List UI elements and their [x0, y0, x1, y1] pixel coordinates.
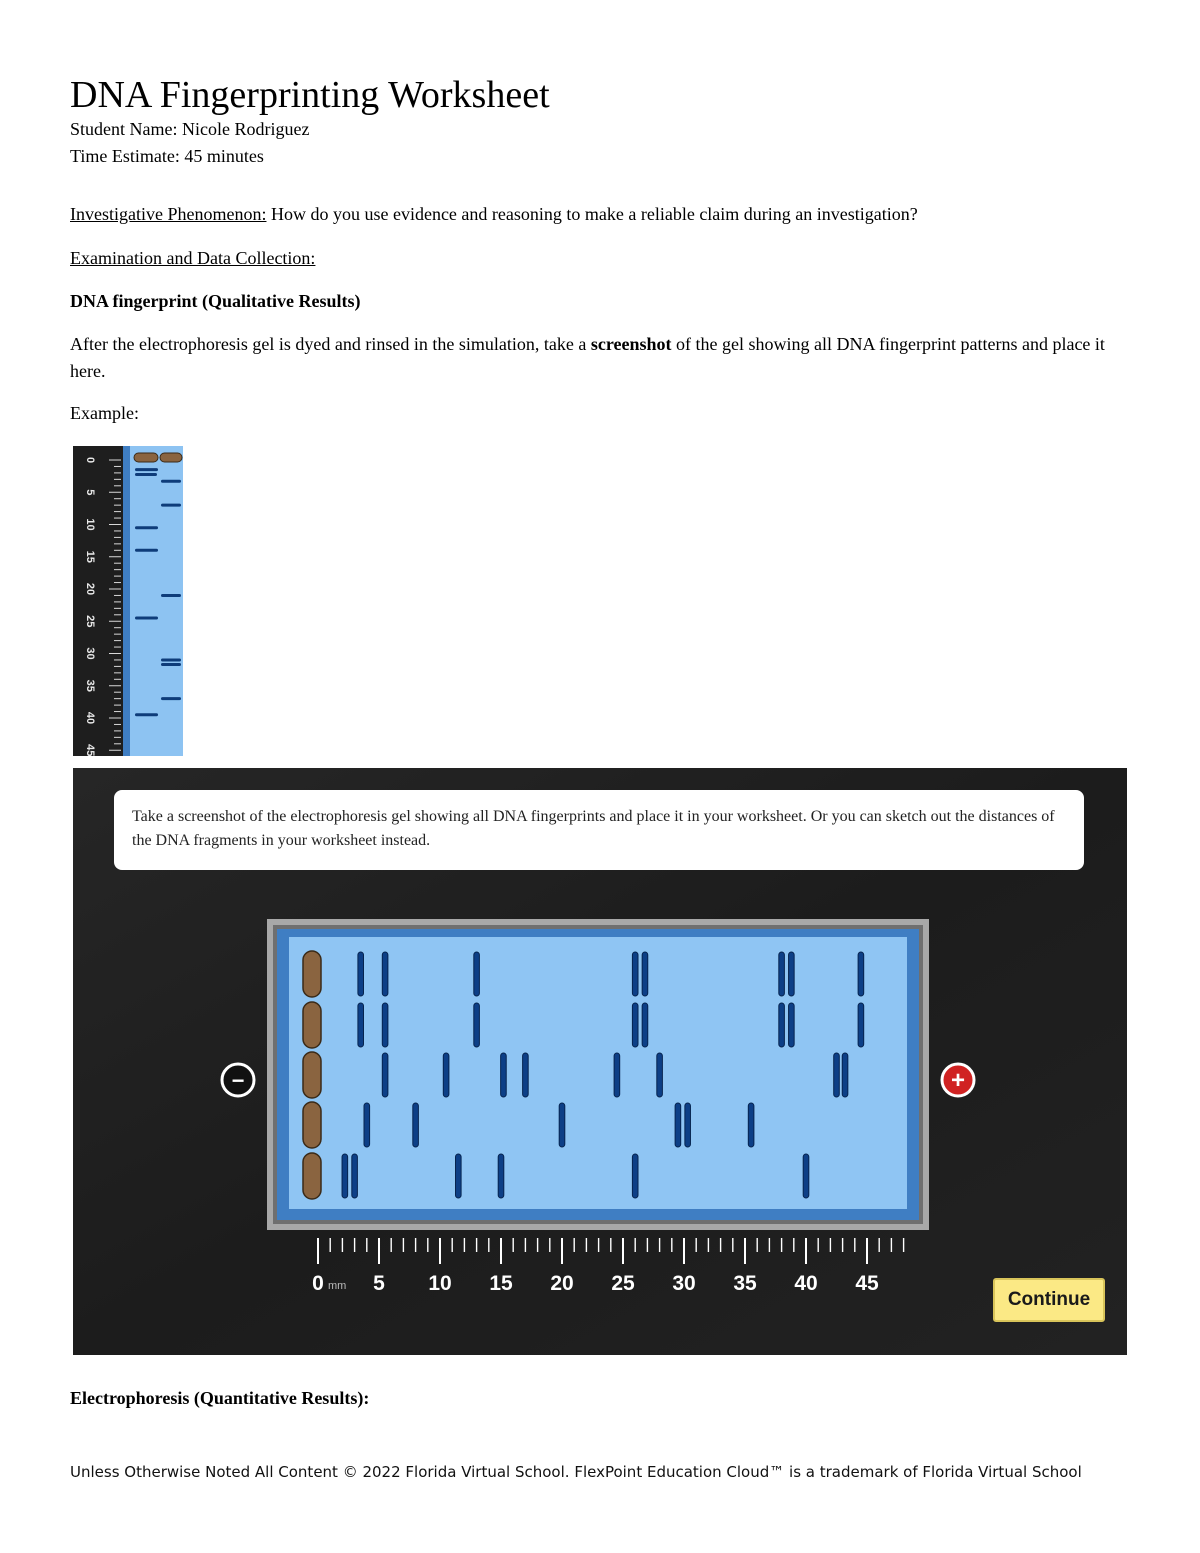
example-band: [161, 504, 181, 507]
page-title: DNA Fingerprinting Worksheet: [70, 74, 550, 116]
gel-band: [748, 1103, 754, 1147]
gel-band: [657, 1053, 663, 1097]
example-ruler-label: 0: [84, 456, 96, 464]
example-label: Example:: [70, 403, 139, 423]
phenomenon-heading: Investigative Phenomenon:: [70, 204, 267, 224]
scale-label: 40: [794, 1272, 818, 1295]
instructions-paragraph: [70, 331, 1130, 385]
scale-label: 45: [855, 1272, 879, 1295]
example-band: [135, 713, 158, 716]
gel-band: [675, 1103, 681, 1147]
example-band: [161, 663, 181, 666]
example-band: [161, 658, 181, 661]
zoom-out-button[interactable]: [222, 1064, 254, 1096]
gel-well: [303, 1002, 321, 1048]
example-band: [161, 697, 181, 700]
gel-band: [842, 1053, 848, 1097]
gel-band: [685, 1103, 691, 1147]
gel-band: [382, 1003, 388, 1047]
instr-pre: After the electrophoresis gel is dyed and rinsed in the simulation, take a: [70, 334, 591, 354]
gel-band: [474, 1003, 480, 1047]
scale-label: 5: [373, 1272, 385, 1295]
gel-band: [632, 952, 638, 996]
example-gel-edge: [123, 446, 130, 756]
phenomenon-line: [70, 202, 918, 226]
exam-heading: Examination and Data Collection:: [70, 248, 316, 268]
example-band: [135, 526, 158, 529]
gel-band: [858, 952, 864, 996]
gel-band: [559, 1103, 565, 1147]
gel-well: [303, 1052, 321, 1098]
gel-band: [352, 1154, 358, 1198]
gel-band: [358, 952, 364, 996]
gel-band: [498, 1154, 504, 1198]
gel-band: [443, 1053, 449, 1097]
example-ruler-label: 25: [84, 615, 96, 628]
example-ruler-label: 10: [84, 518, 96, 531]
gel-body: [289, 937, 907, 1209]
example-ruler-label: 40: [84, 711, 96, 725]
scale-label: 10: [428, 1272, 452, 1295]
gel-band: [614, 1053, 620, 1097]
scale-label: 0: [312, 1272, 324, 1295]
footer-copyright: Unless Otherwise Noted All Content © 2022 Florida Virtual School. FlexPoint Education Cloud™ is a trademark of Florida Virtual School: [70, 1463, 1082, 1481]
example-well: [160, 453, 182, 462]
gel-wells: [303, 951, 321, 1199]
gel-band: [456, 1154, 462, 1198]
gel-band: [632, 1154, 638, 1198]
qualitative-heading: DNA fingerprint (Qualitative Results): [70, 291, 361, 311]
student-name: Student Name: Nicole Rodriguez: [70, 119, 310, 139]
scale-unit: mm: [328, 1280, 347, 1292]
example-band: [135, 549, 158, 552]
continue-button[interactable]: Continue: [993, 1278, 1105, 1322]
example-gel-image: [73, 446, 183, 756]
gel-band: [858, 1003, 864, 1047]
example-gel-body: [123, 446, 183, 756]
time-estimate: Time Estimate: 45 minutes: [70, 146, 264, 166]
gel-band: [779, 1003, 785, 1047]
gel-well: [303, 1153, 321, 1199]
gel-band: [413, 1103, 419, 1147]
scale-label: 20: [550, 1272, 574, 1295]
example-ruler-label: 45: [84, 744, 96, 756]
example-band: [135, 468, 158, 471]
phenomenon-text: How do you use evidence and reasoning to make a reliable claim during an investigation?: [266, 204, 918, 224]
example-well: [134, 453, 158, 462]
gel-band: [382, 952, 388, 996]
example-ruler-label: 5: [84, 489, 96, 496]
example-band: [161, 480, 181, 483]
minus-icon: −: [231, 1068, 245, 1093]
example-ruler-label: 15: [84, 550, 96, 563]
example-band: [135, 617, 158, 620]
gel-band: [342, 1154, 348, 1198]
sim-message: Take a screenshot of the electrophoresis gel showing all DNA fingerprints and place it in your worksheet. Or you can sketch out the distances of the DNA fragments in your worksheet instead.: [114, 790, 1084, 870]
plus-icon: +: [950, 1067, 966, 1094]
gel-band: [474, 952, 480, 996]
quantitative-heading: Electrophoresis (Quantitative Results):: [70, 1388, 370, 1408]
gel-band: [642, 1003, 648, 1047]
gel-band: [632, 1003, 638, 1047]
gel-band: [358, 1003, 364, 1047]
instr-bold: screenshot: [590, 334, 672, 354]
scale-label: 35: [733, 1272, 757, 1295]
gel-band: [789, 952, 795, 996]
example-band: [135, 473, 157, 476]
gel-band: [789, 1003, 795, 1047]
example-ruler-label: 30: [84, 647, 96, 660]
gel-band: [364, 1103, 370, 1147]
gel-band: [834, 1053, 840, 1097]
gel-well: [303, 951, 321, 997]
scale-label: 30: [672, 1272, 696, 1295]
gel-band: [779, 952, 785, 996]
example-ruler-label: 20: [84, 582, 96, 596]
zoom-in-button[interactable]: [942, 1064, 974, 1096]
gel-band: [382, 1053, 388, 1097]
gel-well: [303, 1102, 321, 1148]
instr-post: of the gel showing all DNA fingerprint patterns and place it here.: [70, 334, 1105, 381]
gel-band: [523, 1053, 529, 1097]
gel-band: [642, 952, 648, 996]
example-ruler-label: 35: [84, 679, 96, 692]
scale-label: 25: [611, 1272, 635, 1295]
example-band: [161, 594, 181, 597]
gel-band: [803, 1154, 809, 1198]
scale-label: 15: [489, 1272, 513, 1295]
gel-band: [501, 1053, 507, 1097]
